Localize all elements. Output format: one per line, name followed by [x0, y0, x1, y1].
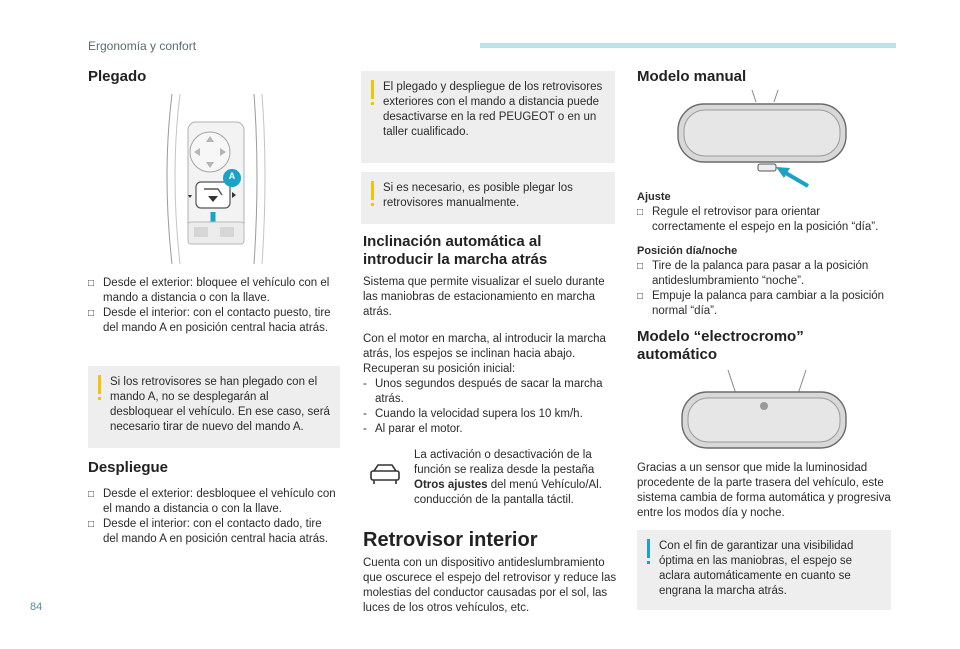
list-item: □ Desde el exterior: bloquee el vehículo con el mando a distancia o con la llave.	[88, 277, 330, 304]
list-item: □ Desde el interior: con el contacto puesto, tire del mando A en posición central hacia atrás.	[88, 307, 331, 334]
list-item: □ Tire de la palanca para pasar a la posición antideslumbramiento “noche”.	[637, 260, 869, 287]
electrocromo-note: Con el fin de garantizar una visibilidad óptima en las maniobras, el espejo se aclara automáticamente en cuanto se engrana la marcha atrás.	[637, 530, 891, 610]
note-mark-icon	[371, 181, 374, 200]
manual-fold-note: Si es necesario, es posible plegar los retrovisores manualmente.	[361, 172, 615, 224]
inclinacion-heading: Inclinación automática al introducir la marcha atrás	[363, 233, 548, 268]
list-item: - Cuando la velocidad supera los 10 km/h.	[363, 408, 583, 420]
touchscreen-car-icon	[368, 462, 402, 486]
note-mark-icon	[98, 375, 101, 394]
inclinacion-p3: Recuperan su posición inicial:	[363, 363, 516, 375]
inclinacion-p1: Sistema que permite visualizar el suelo durante las maniobras de estacionamiento en marcha atrás.	[363, 276, 605, 318]
list-item: - Al parar el motor.	[363, 423, 463, 435]
plegado-note: Si los retrovisores se han plegado con el mando A, no se desplegarán al desbloquear el vehículo. En ese caso, será necesario tirar de nuevo del mando A.	[88, 366, 340, 448]
page-number: 84	[30, 601, 43, 613]
list-item: □ Desde el exterior: desbloquee el vehículo con el mando a distancia o con la llave.	[88, 488, 336, 515]
inclinacion-conditions	[363, 377, 618, 437]
manual-mirror-illustration	[672, 88, 852, 192]
retrovisor-p1: Cuenta con un dispositivo antideslumbramiento que oscurece el espejo del retrovisor y reduce las molestias del conductor causadas por el sol, las luces de los otros vehículos, etc.	[363, 557, 617, 614]
electrochrome-mirror-illustration	[678, 368, 850, 454]
manual-heading: Modelo manual	[637, 68, 747, 85]
despliegue-bullets	[88, 487, 338, 547]
remote-fold-note: El plegado y despliegue de los retrovisores exteriores con el mando a distancia puede desactivarse en la red PEUGEOT o en un taller cualificado.	[361, 71, 615, 163]
figure-label-a: A	[228, 171, 236, 181]
list-item: - Unos segundos después de sacar la marcha atrás.	[363, 378, 603, 405]
list-item: □ Desde el interior: con el contacto dado, tire del mando A en posición central hacia atrás.	[88, 518, 329, 545]
list-item: □ Regule el retrovisor para orientar correctamente el espejo en la posición “día”.	[637, 206, 879, 233]
note-mark-icon	[647, 539, 650, 558]
retrovisor-heading: Retrovisor interior	[363, 529, 538, 551]
despliegue-heading: Despliegue	[88, 459, 169, 476]
plegado-heading: Plegado	[88, 68, 147, 85]
list-item: □ Empuje la palanca para cambiar a la posición normal “día”.	[637, 290, 885, 317]
electrocromo-heading: Modelo “electrocromo” automático	[637, 328, 804, 363]
touchscreen-note: La activación o desactivación de la función se realiza desde la pestaña Otros ajustes del menú Vehículo/Al. conducción de la pantalla táctil.	[414, 449, 602, 506]
fold-control-illustration	[160, 94, 270, 264]
posicion-block: Posición día/noche □ Tire de la palanca para pasar a la posición antideslumbramiento “noche”. □ Empuje la palanca para cambiar a la posición normal “día”.	[637, 244, 891, 319]
header-accent-bar	[480, 43, 896, 48]
plegado-bullets	[88, 276, 338, 336]
electrocromo-p1: Gracias a un sensor que mide la luminosidad procedente de la parte trasera del vehículo, este sistema cambia de forma automática y progresiva entre los modos día y noche.	[637, 462, 891, 519]
inclinacion-p2: Con el motor en marcha, al introducir la marcha atrás, los espejos se inclinan hacia abajo.	[363, 333, 606, 360]
note-mark-icon	[371, 80, 374, 99]
ajuste-block: Ajuste □ Regule el retrovisor para orientar correctamente el espejo en la posición “día”.	[637, 190, 891, 235]
running-header: Ergonomía y confort	[88, 39, 197, 53]
